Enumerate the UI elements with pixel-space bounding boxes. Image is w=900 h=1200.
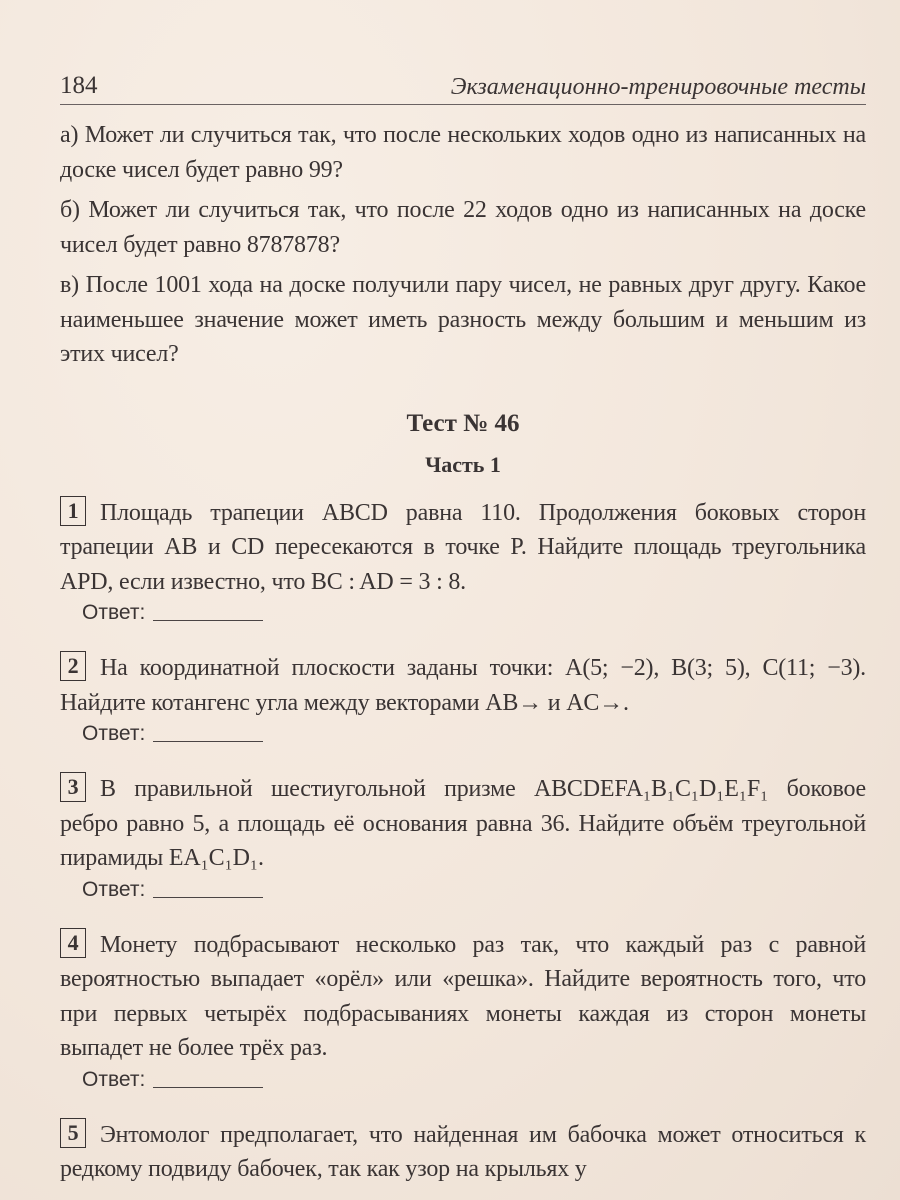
running-title: Экзаменационно-тренировочные тесты <box>450 74 866 100</box>
task-number-badge: 5 <box>60 1118 86 1148</box>
page-content <box>60 118 866 1187</box>
task-1 <box>60 496 866 634</box>
task-number-badge: 2 <box>60 651 86 681</box>
answer-label: Ответ: <box>82 1067 146 1091</box>
previous-task-part-a: а) Может ли случиться так, что после нескольких ходов одно из написанных на доске чисел будет равно 99? <box>60 122 866 183</box>
task-text: Площадь трапеции ABCD равна 110. Продолжения боковых сторон трапеции AB и CD пересекаются в точке P. Найдите площадь треугольника APD, если известно, что BC : AD = 3 : 8. <box>60 499 866 595</box>
answer-field <box>82 601 866 633</box>
task-text: Монету подбрасывают несколько раз так, что каждый раз с равной вероятностью выпадает «орёл» или «решка». Найдите вероятность того, что при первых четырёх подбрасываниях монеты каждая из сторон монеты выпадет не более трёх раз. <box>60 931 866 1061</box>
task-5 <box>60 1118 866 1187</box>
answer-field <box>82 1068 866 1100</box>
part-title: Часть 1 <box>425 451 501 477</box>
task-2 <box>60 651 866 754</box>
answer-label: Ответ: <box>82 601 146 624</box>
answer-blank-line <box>153 620 263 621</box>
task-4 <box>60 928 866 1100</box>
answer-blank-line <box>153 1087 263 1088</box>
page-number: 184 <box>60 72 98 99</box>
task-number-badge: 1 <box>60 496 86 526</box>
test-title: Тест № 46 <box>406 409 520 437</box>
task-number-badge: 4 <box>60 928 86 958</box>
task-text: На координатной плоскости заданы точки: A(5; −2), B(3; 5), C(11; −3). Найдите котангенс угла между векторами AB→ и AC→. <box>60 655 866 716</box>
previous-task-part-b: б) Может ли случиться так, что после 22 ходов одно из написанных на доске чисел будет равно 8787878? <box>60 197 866 258</box>
answer-field <box>82 722 866 754</box>
answer-blank-line <box>153 741 263 742</box>
page-header <box>60 72 866 105</box>
task-number-badge: 3 <box>60 772 86 802</box>
answer-blank-line <box>153 897 263 898</box>
answer-field <box>82 878 866 910</box>
task-3 <box>60 772 866 910</box>
previous-task-part-c: в) После 1001 хода на доске получили пару чисел, не равных друг другу. Какое наименьшее значение может иметь разность между большим и меньшим из этих чисел? <box>60 272 866 367</box>
answer-label: Ответ: <box>82 877 146 901</box>
task-text: В правильной шестиугольной призме ABCDEFA₁B₁C₁D₁E₁F₁ боковое ребро равно 5, а площадь её основания равна 36. Найдите объём треугольной пирамиды EA₁C₁D₁. <box>60 776 866 871</box>
answer-label: Ответ: <box>82 722 146 745</box>
task-text: Энтомолог предполагает, что найденная им бабочка может относиться к редкому подвиду бабочек, так как узор на крыльях у <box>60 1121 866 1182</box>
